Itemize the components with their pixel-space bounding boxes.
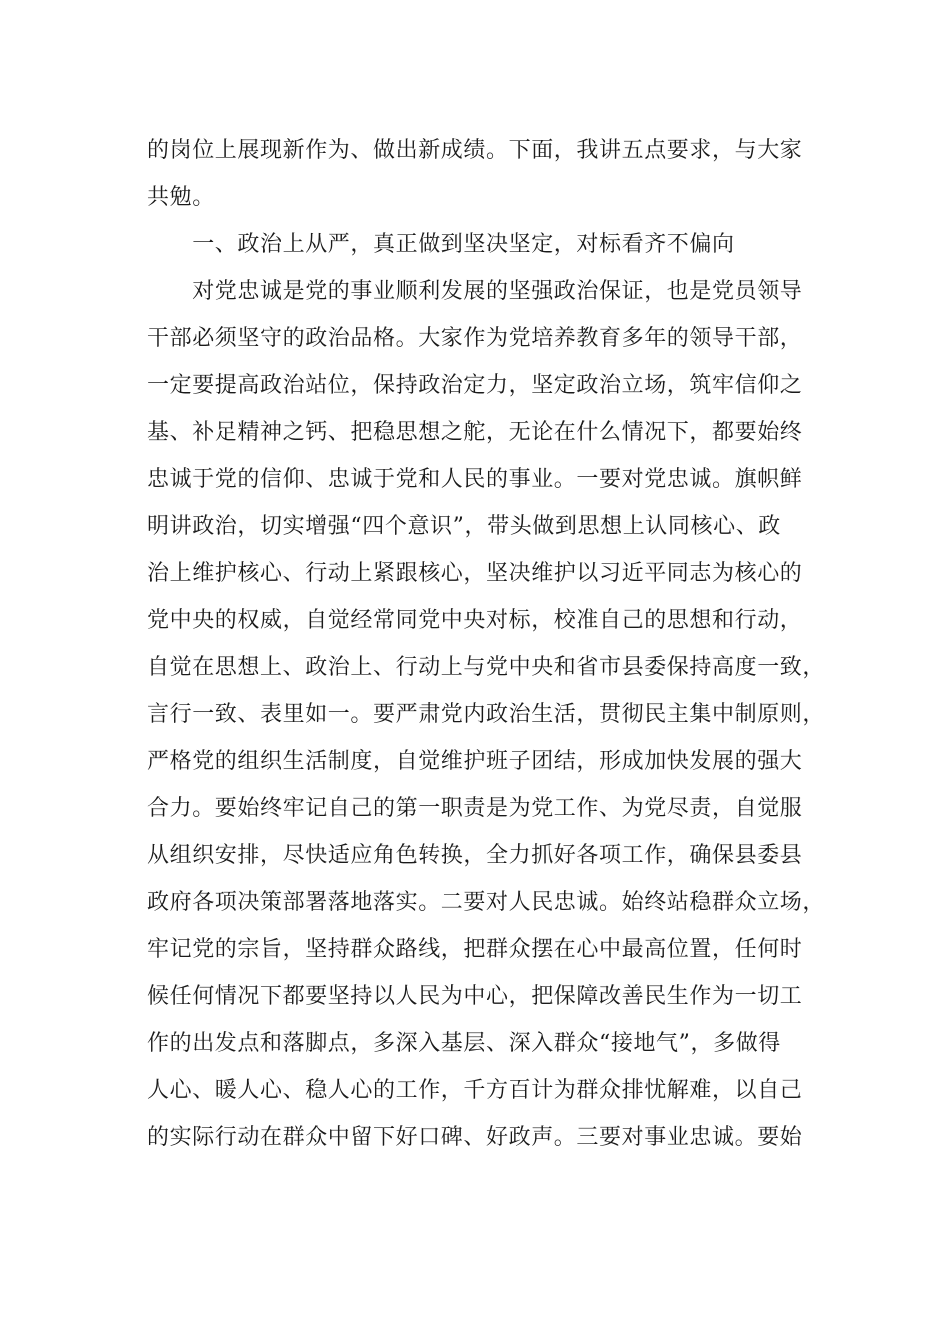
text-line-5: 干部必须坚守的政治品格。大家作为党培养教育多年的领导干部， [147,326,803,351]
text-line-22: 的实际行动在群众中留下好口碑、好政声。三要对事业忠诚。要始 [147,1125,803,1150]
text-line-19: 候任何情况下都要坚持以人民为中心，把保障改善民生作为一切工 [147,984,803,1009]
text-line-15: 合力。要始终牢记自己的第一职责是为党工作、为党尽责，自觉服 [147,796,803,821]
text-line-11: 党中央的权威，自觉经常同党中央对标，校准自己的思想和行动， [147,608,803,633]
text-line-21: 人心、暖人心、稳人心的工作，千方百计为群众排忧解难，以自己 [147,1078,803,1103]
text-line-12: 自觉在思想上、政治上、行动上与党中央和省市县委保持高度一致， [147,655,826,680]
text-line-18: 牢记党的宗旨，坚持群众路线，把群众摆在心中最高位置，任何时 [147,937,803,962]
text-line-7: 基、补足精神之钙、把稳思想之舵，无论在什么情况下，都要始终 [147,420,803,445]
text-line-1: 的岗位上展现新作为、做出新成绩。下面，我讲五点要求，与大家 [147,138,803,163]
text-line-2: 共勉。 [147,185,215,210]
section-heading-1: 一、政治上从严，真正做到坚决坚定，对标看齐不偏向 [147,232,735,257]
text-line-8: 忠诚于党的信仰、忠诚于党和人民的事业。一要对党忠诚。旗帜鲜 [147,467,803,492]
text-line-9: 明讲政治，切实增强“四个意识”，带头做到思想上认同核心、政 [147,514,781,539]
text-line-14: 严格党的组织生活制度，自觉维护班子团结，形成加快发展的强大 [147,749,803,774]
text-line-10: 治上维护核心、行动上紧跟核心，坚决维护以习近平同志为核心的 [147,561,803,586]
text-line-13: 言行一致、表里如一。要严肃党内政治生活，贯彻民主集中制原则， [147,702,826,727]
text-line-6: 一定要提高政治站位，保持政治定力，坚定政治立场，筑牢信仰之 [147,373,803,398]
text-line-20: 作的出发点和落脚点，多深入基层、深入群众“接地气”，多做得 [147,1031,781,1056]
text-line-16: 从组织安排，尽快适应角色转换，全力抓好各项工作，确保县委县 [147,843,803,868]
text-line-4: 对党忠诚是党的事业顺利发展的坚强政治保证，也是党员领导 [147,279,803,304]
text-line-17: 政府各项决策部署落地落实。二要对人民忠诚。始终站稳群众立场， [147,890,826,915]
